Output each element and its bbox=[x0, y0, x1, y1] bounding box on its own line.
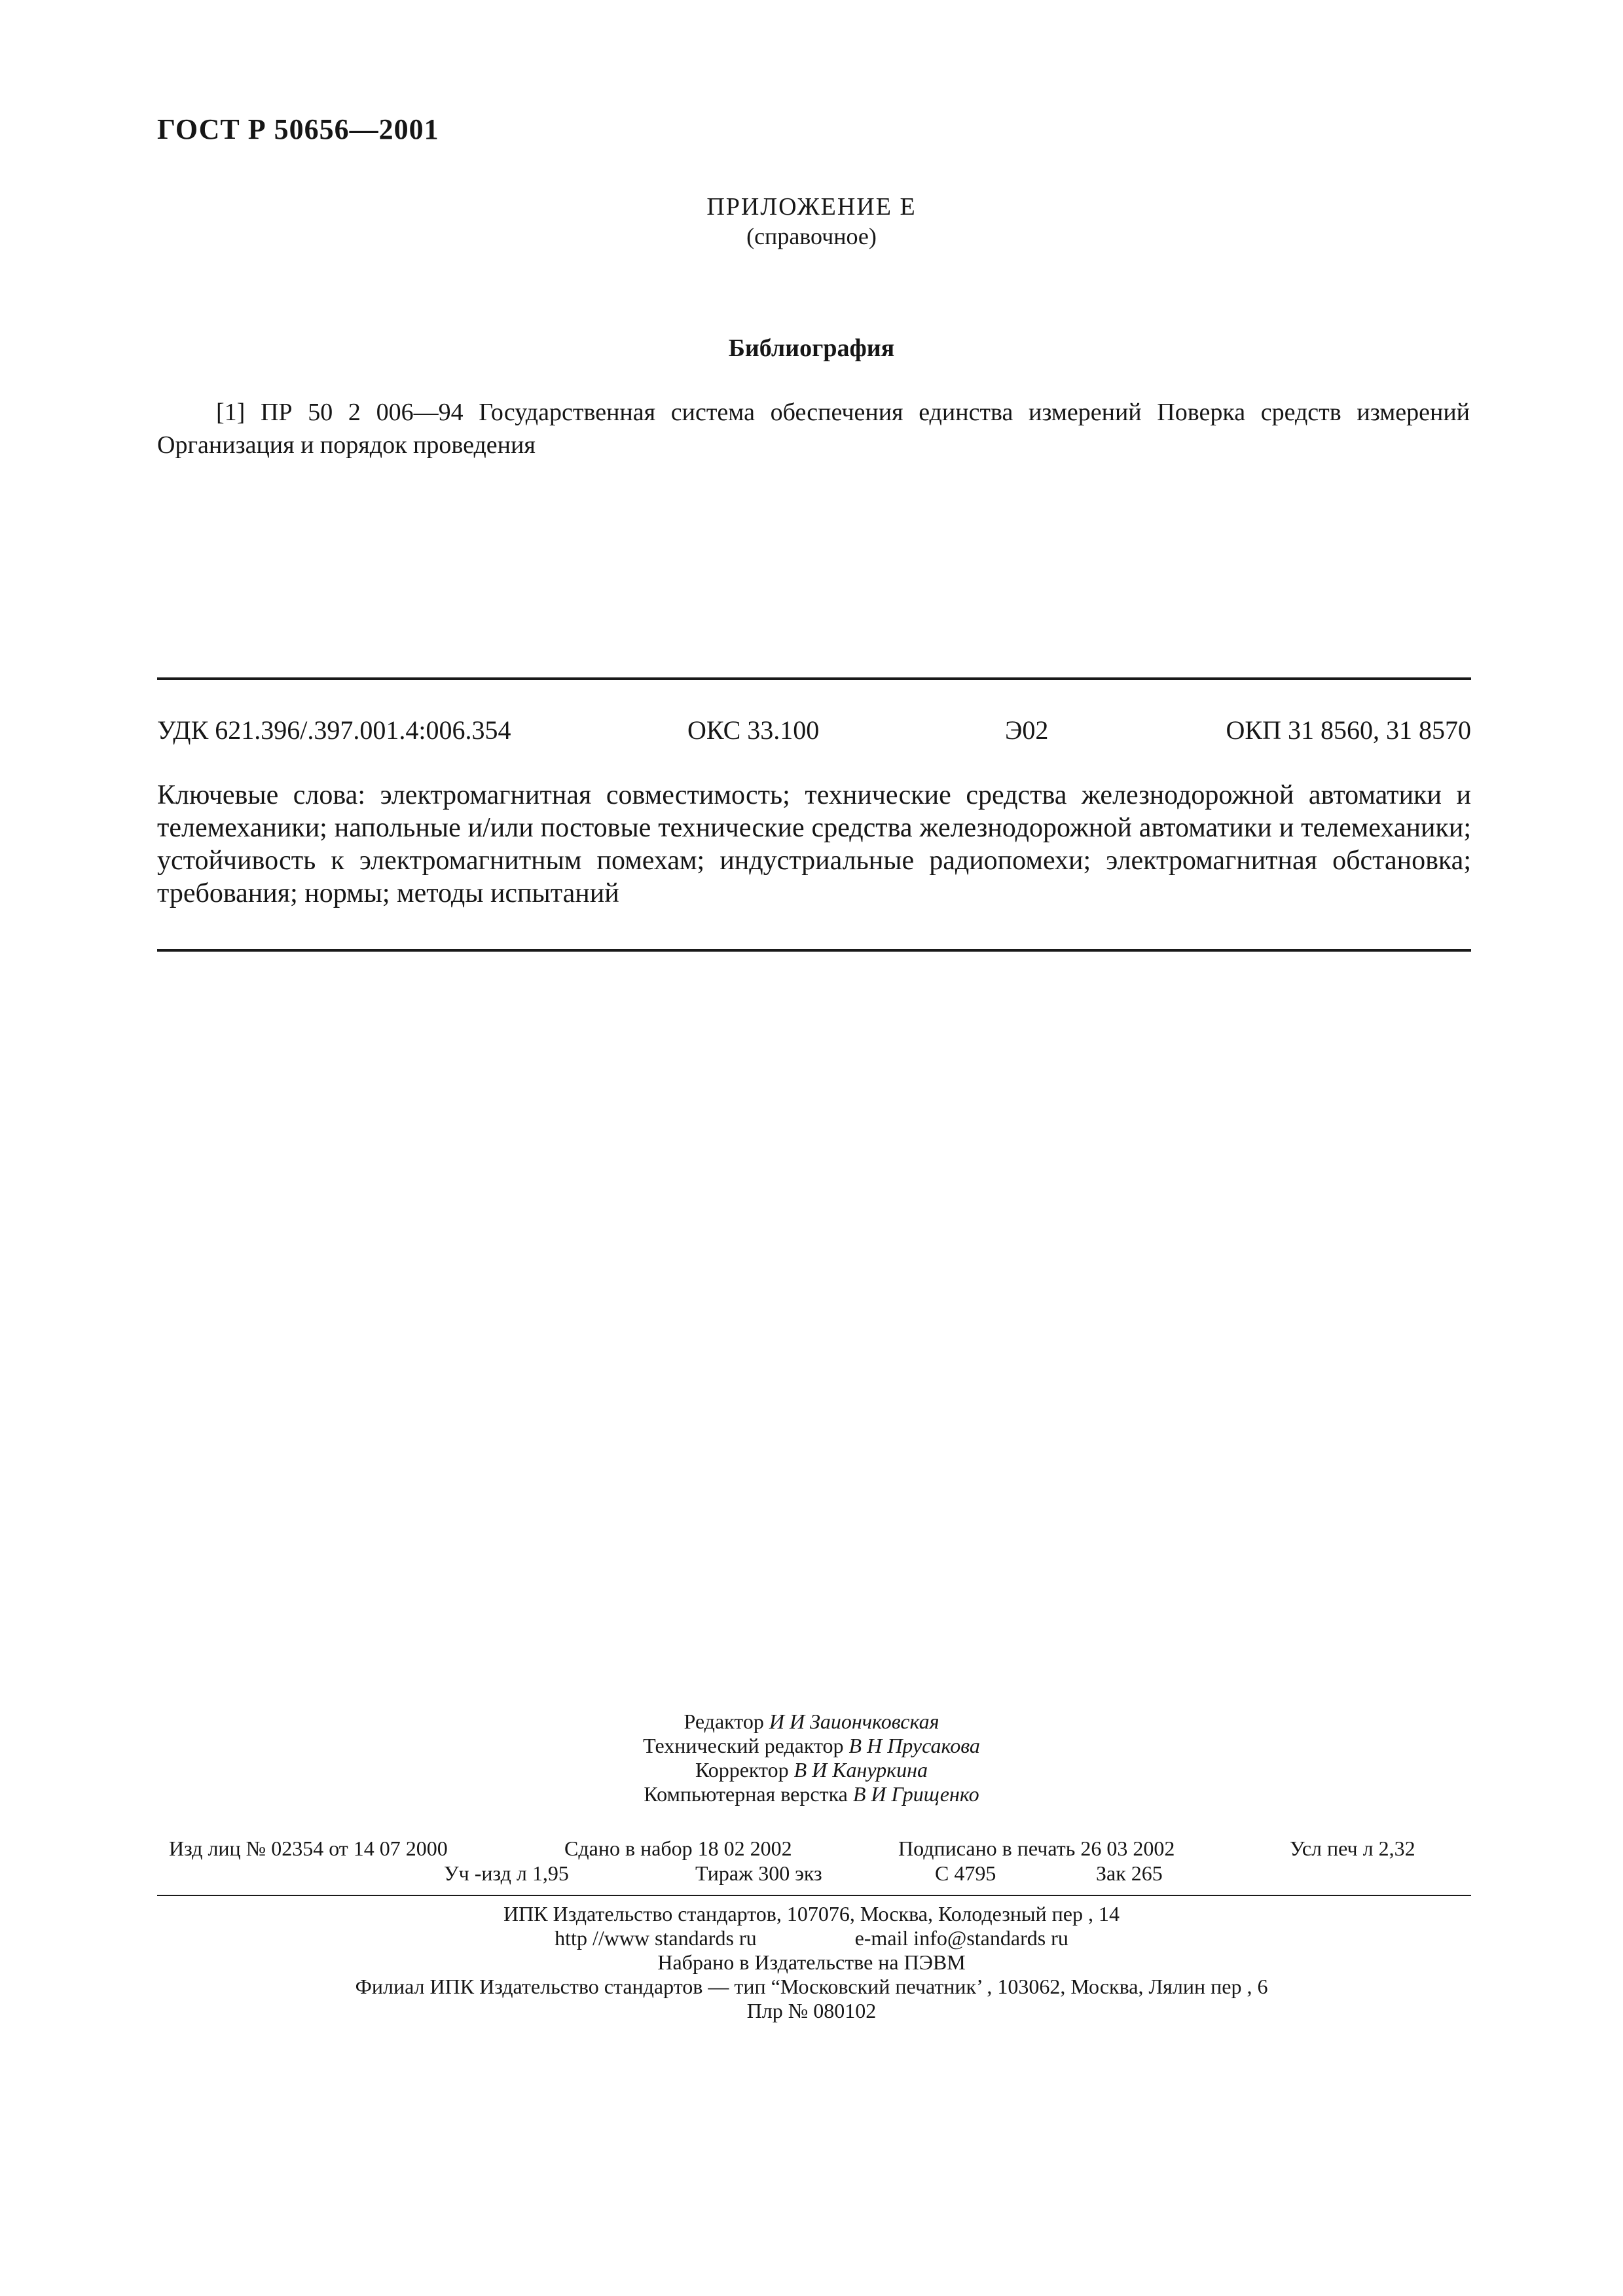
appendix-title: ПРИЛОЖЕНИЕ Е bbox=[706, 193, 917, 221]
credit-corrector bbox=[0, 1758, 1623, 1782]
imprint-website: http //www standards ru bbox=[555, 1926, 757, 1950]
imprint-publisher: ИПК Издательство стандартов, 107076, Москва, Колодезный пер , 14 bbox=[503, 1902, 1120, 1926]
credit-role: Редактор bbox=[684, 1710, 764, 1733]
credit-name: В Н Прусакова bbox=[848, 1734, 980, 1757]
e-code: Э02 bbox=[1005, 715, 1049, 745]
pub-print-sheets: Усл печ л 2,32 bbox=[1290, 1837, 1415, 1860]
credit-name: В И Кануркина bbox=[793, 1758, 928, 1782]
credit-editor bbox=[0, 1710, 1623, 1734]
keywords: Ключевые слова: электромагнитная совместимость; технические средства железнодорожной автоматики и телемеханики; напольные и/или постовые технические средства железнодорожной автоматики и телемеханики; устойчивость к электромагнитным помехам; индустриальные радиопомехи; электромагнитная обстановка; требования; нормы; методы испытаний bbox=[157, 780, 1471, 908]
imprint-rule bbox=[157, 1895, 1471, 1896]
credit-role: Технический редактор bbox=[643, 1734, 844, 1757]
pub-license: Изд лиц № 02354 от 14 07 2000 bbox=[169, 1837, 448, 1860]
imprint-branch: Филиал ИПК Издательство стандартов — тип “Московский печатник’ , 103062, Москва, Лялин пер , 6 bbox=[355, 1975, 1268, 1998]
pub-circulation: Тираж 300 экз bbox=[695, 1861, 822, 1885]
pub-typeset: Сдано в набор 18 02 2002 bbox=[564, 1837, 792, 1860]
credit-role: Компьютерная верстка bbox=[644, 1782, 848, 1806]
pub-order: Зак 265 bbox=[1096, 1861, 1163, 1885]
bibliography-heading: Библиография bbox=[728, 334, 895, 362]
credit-name: И И Заиончковская bbox=[769, 1710, 939, 1733]
top-rule bbox=[157, 677, 1471, 680]
credit-role: Корректор bbox=[695, 1758, 789, 1782]
okp-code: ОКП 31 8560, 31 8570 bbox=[1226, 715, 1471, 745]
classification-row bbox=[157, 715, 1471, 754]
bottom-rule bbox=[157, 949, 1471, 952]
pub-publisher-sheets: Уч -изд л 1,95 bbox=[444, 1861, 569, 1885]
credits-block bbox=[0, 1710, 1623, 1806]
document-code: ГОСТ Р 50656—2001 bbox=[157, 113, 439, 145]
imprint-contacts bbox=[0, 1926, 1623, 1950]
appendix-subtitle: (справочное) bbox=[746, 223, 877, 249]
imprint-block bbox=[0, 1902, 1623, 2023]
credit-layout bbox=[0, 1782, 1623, 1806]
pub-order-c: С 4795 bbox=[935, 1861, 996, 1885]
bibliography-entry: [1] ПР 50 2 006—94 Государственная система обеспечения единства измерений Поверка средств измерений Организация и порядок проведения bbox=[157, 399, 1470, 459]
imprint-email: e-mail info@standards ru bbox=[854, 1926, 1068, 1950]
udk-code: УДК 621.396/.397.001.4:006.354 bbox=[157, 715, 511, 745]
credit-name: В И Грищенко bbox=[852, 1782, 979, 1806]
imprint-typeset-note: Набрано в Издательстве на ПЭВМ bbox=[657, 1950, 966, 1974]
oks-code: ОКС 33.100 bbox=[687, 715, 820, 745]
imprint-plr: Плр № 080102 bbox=[746, 1999, 877, 2022]
pub-signed: Подписано в печать 26 03 2002 bbox=[898, 1837, 1175, 1860]
credit-tech-editor bbox=[0, 1734, 1623, 1758]
